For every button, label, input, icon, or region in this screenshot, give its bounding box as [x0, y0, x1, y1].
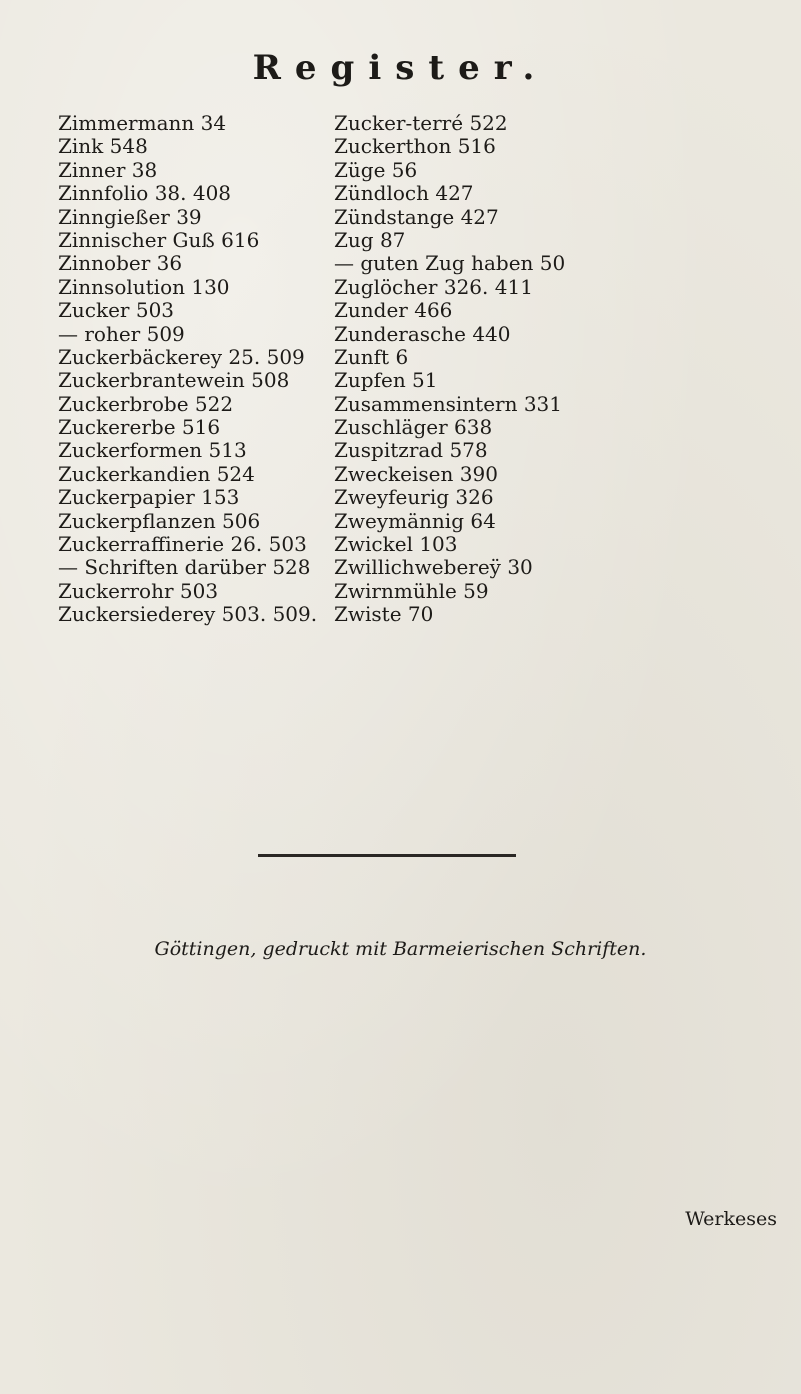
- index-entry: Zwirnmühle 59: [334, 578, 489, 603]
- index-entry: Zuckerpapier 153: [58, 485, 240, 510]
- index-entry: Zunft 6: [334, 344, 409, 369]
- index-entry: Zupfen 51: [334, 368, 438, 393]
- index-entry: Zuckererbe 516: [58, 415, 221, 440]
- index-entry: Zuckerkandien 524: [58, 461, 255, 486]
- index-entry: Zinnober 36: [58, 251, 183, 276]
- index-entry: Zinnfolio 38. 408: [58, 181, 232, 206]
- index-entry: Zuckerthon 516: [334, 134, 496, 159]
- index-entry: Zimmermann 34: [58, 111, 227, 135]
- index-entry: Zuglöcher 326. 411: [334, 274, 533, 299]
- index-entry: Zweymännig 64: [334, 508, 496, 533]
- index-entry: Zunder 466: [334, 298, 453, 323]
- index-entry: Zinner 38: [58, 157, 158, 182]
- index-entry: Zuschläger 638: [334, 415, 493, 440]
- index-entry: Zuckerbrantewein 508: [58, 368, 290, 393]
- index-entry: Zündstange 427: [334, 204, 499, 229]
- index-entry: Zuckersiederey 503. 509.: [58, 602, 318, 627]
- index-entry: Zuckerbäckerey 25. 509: [58, 344, 305, 369]
- index-entry: Zuckerrohr 503: [58, 578, 219, 603]
- index-entry: Zinnischer Guß 616: [58, 227, 260, 252]
- index-entry: — guten Zug haben 50: [334, 251, 566, 276]
- index-entry: Zwiste 70: [334, 602, 434, 627]
- index-entry: Zuckerpflanzen 506: [58, 508, 261, 533]
- index-entry: Zucker 503: [58, 298, 175, 323]
- index-entry: Zwillichwebereÿ 30: [334, 555, 533, 580]
- index-entry: Zuspitzrad 578: [334, 438, 488, 463]
- index-entry: — roher 509: [58, 321, 185, 346]
- index-column-right: [334, 112, 565, 627]
- index-entry: Zucker-terré 522: [334, 111, 508, 135]
- index-entry: — Schriften darüber 528: [58, 555, 311, 580]
- index-entry: Zinnsolution 130: [58, 274, 230, 299]
- index-entry: Zweckeisen 390: [334, 461, 498, 486]
- index-entry: Zwickel 103: [334, 532, 458, 557]
- imprint-line: Göttingen, gedruckt mit Barmeierischen Schriften.: [154, 938, 647, 960]
- index-entry: Zink 548: [58, 134, 148, 159]
- index-entry: Zug 87: [334, 227, 406, 252]
- index-entry: Zuckerraffinerie 26. 503: [58, 532, 307, 557]
- catchword: Werkeses: [685, 1208, 777, 1230]
- index-entry: Zündloch 427: [334, 181, 474, 206]
- index-entry: Zusammensintern 331: [334, 391, 562, 416]
- divider-rule: [258, 854, 516, 857]
- index-entry: Zuckerbrobe 522: [58, 391, 234, 416]
- index-entry: Zinngießer 39: [58, 204, 202, 229]
- index-column-left: [58, 112, 317, 627]
- page-title: Register.: [252, 48, 549, 88]
- index-entry: Zunderasche 440: [334, 321, 511, 346]
- index-entry: Züge 56: [334, 157, 418, 182]
- index-entry: Zweyfeurig 326: [334, 485, 494, 510]
- index-entry: Zuckerformen 513: [58, 438, 247, 463]
